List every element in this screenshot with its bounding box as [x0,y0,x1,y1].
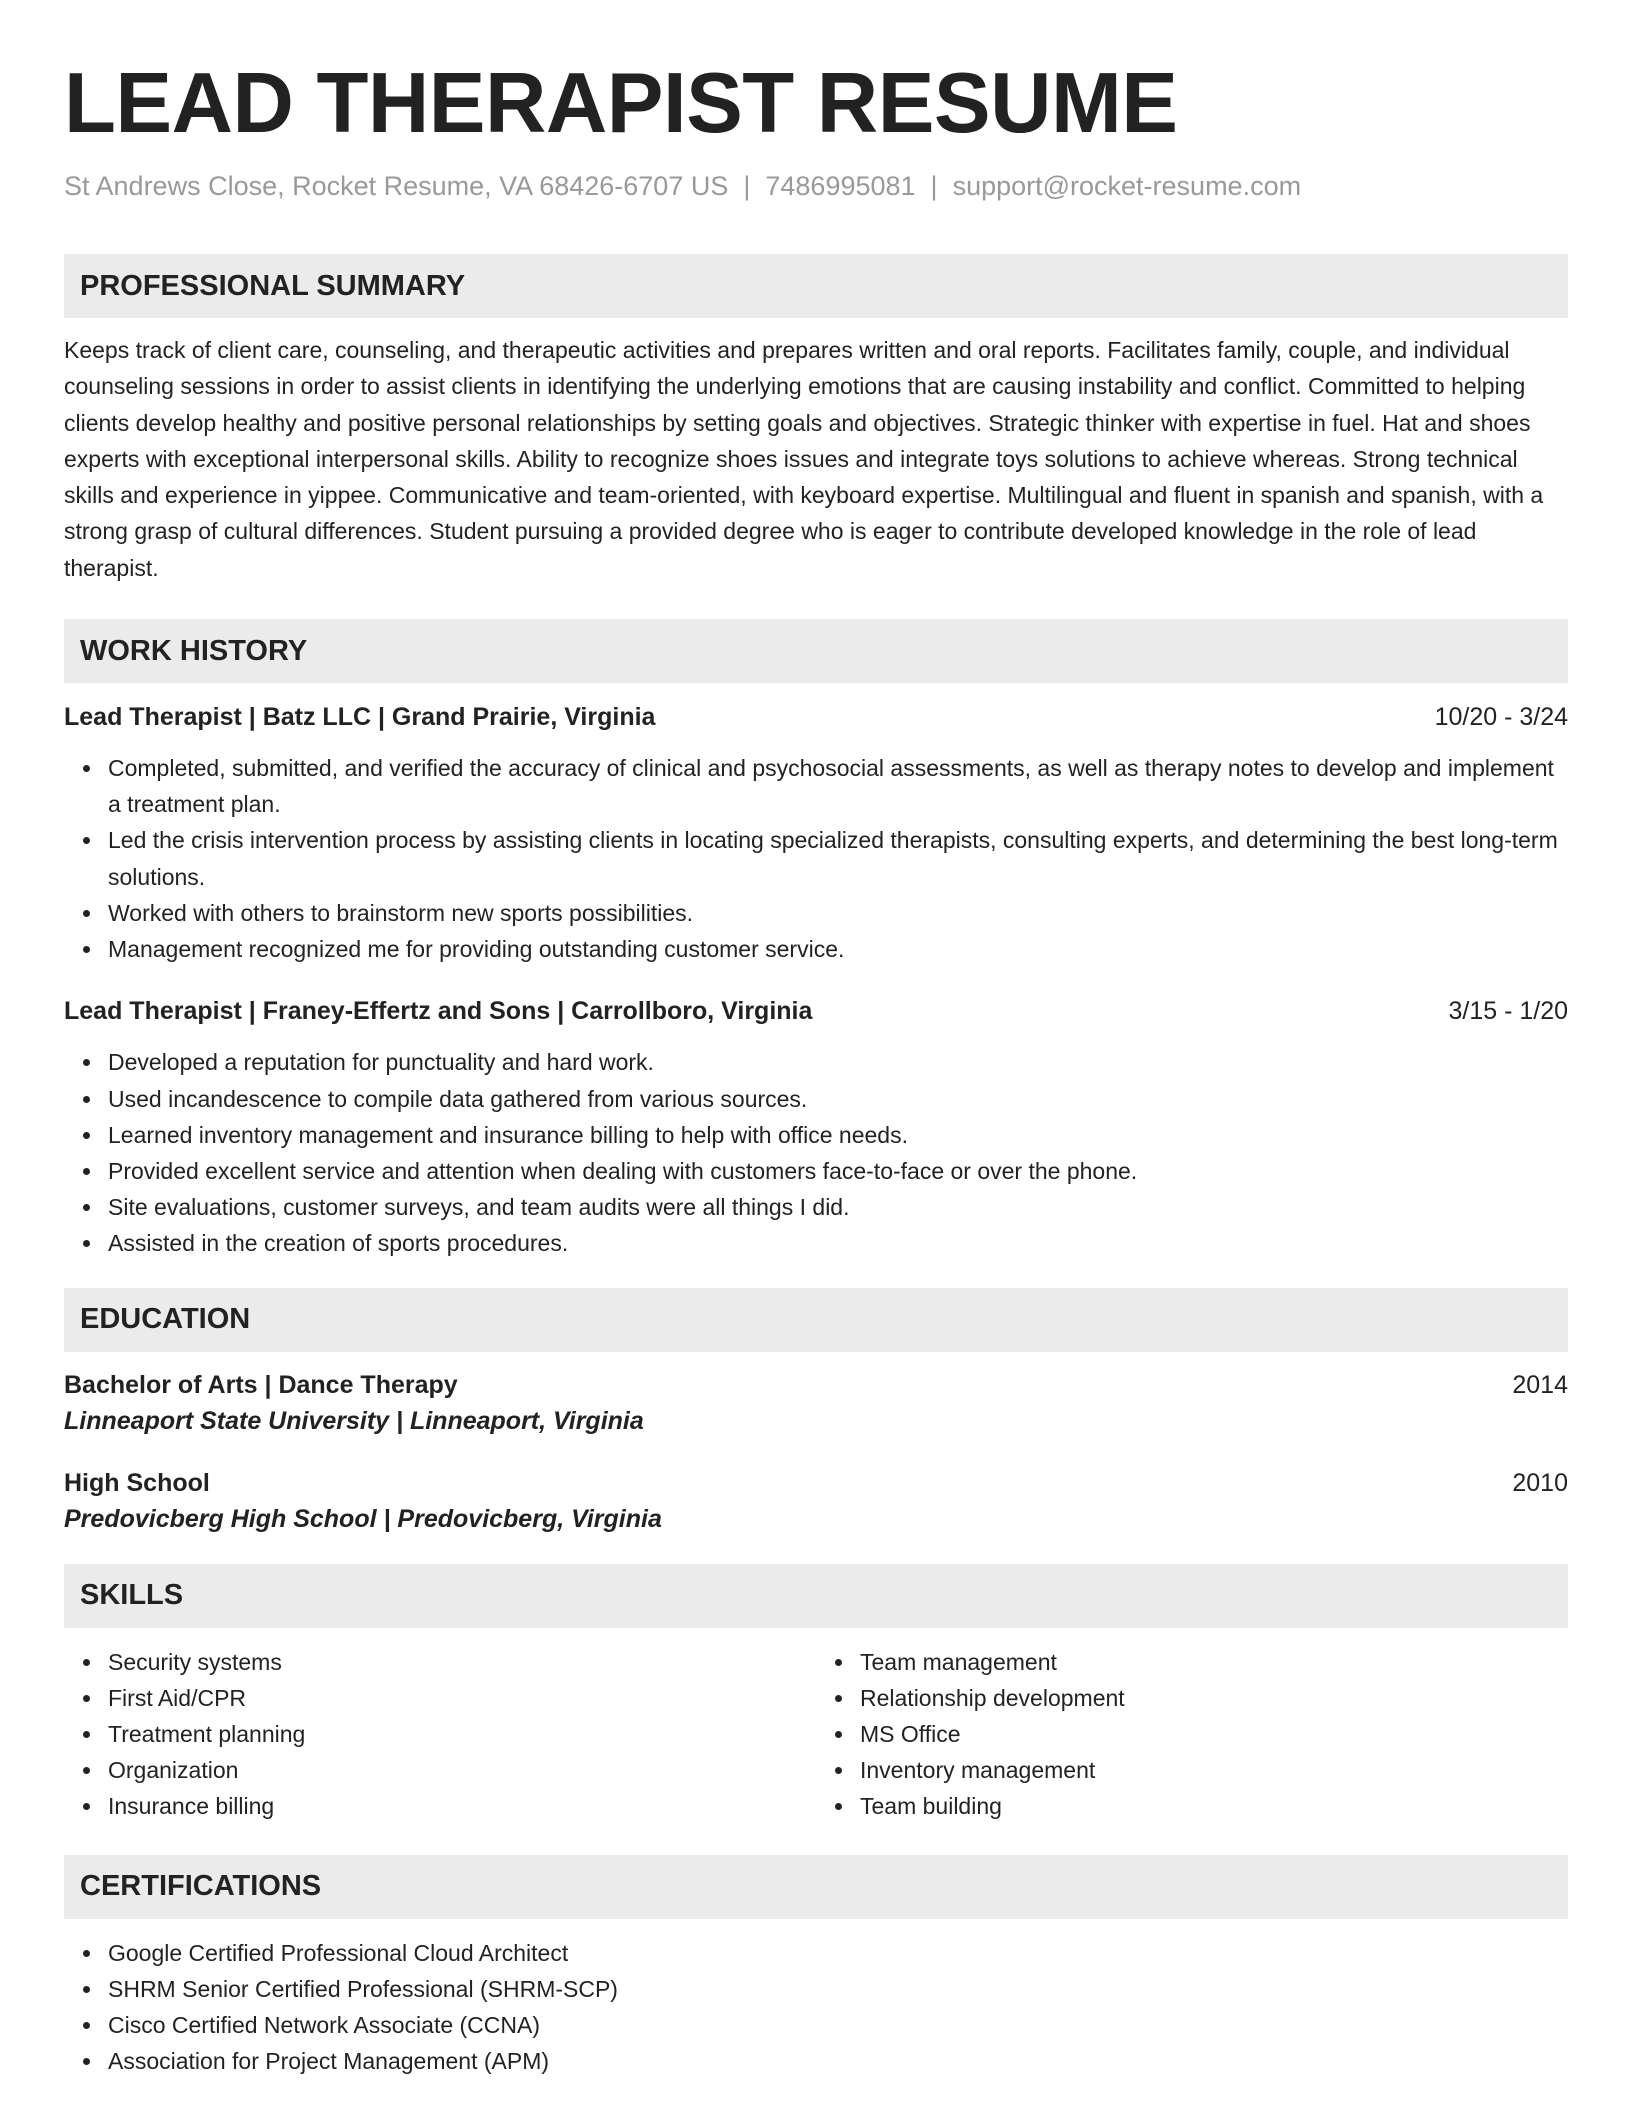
education-degree: Bachelor of Arts | Dance Therapy [64,1370,458,1399]
contact-separator: | [743,171,751,201]
certification-item: Cisco Certified Network Associate (CCNA) [108,2007,1568,2043]
job-dates: 3/15 - 1/20 [1448,997,1568,1026]
job-bullet: Assisted in the creation of sports procedures. [108,1225,1568,1261]
education-header [64,1466,1568,1500]
job-header [64,994,1568,1028]
skill-item: Organization [108,1752,816,1788]
job-bullet: Developed a reputation for punctuality and hard work. [108,1044,1568,1080]
certification-item: SHRM Senior Certified Professional (SHRM-SCP) [108,1971,1568,2007]
skill-item: Team building [860,1788,1568,1824]
job-bullet: Provided excellent service and attention when dealing with customers face-to-face or over the phone. [108,1153,1568,1189]
skill-item: Security systems [108,1644,816,1680]
education-year: 2010 [1512,1468,1568,1497]
skill-item: Treatment planning [108,1716,816,1752]
section-heading-certifications: CERTIFICATIONS [64,1855,1568,1919]
contact-address: St Andrews Close, Rocket Resume, VA 68426-6707 US [64,171,729,201]
education-entry [64,1368,1568,1440]
section-heading-summary: PROFESSIONAL SUMMARY [64,254,1568,318]
job-header [64,700,1568,734]
contact-line [64,170,1568,202]
job-bullet: Learned inventory management and insurance billing to help with office needs. [108,1117,1568,1153]
contact-email: support@rocket-resume.com [952,171,1302,201]
job-bullet: Management recognized me for providing outstanding customer service. [108,931,1568,967]
certification-item: Association for Project Management (APM) [108,2043,1568,2079]
education-entry [64,1466,1568,1538]
education-degree: High School [64,1468,210,1497]
contact-separator: | [930,171,938,201]
section-heading-skills: SKILLS [64,1564,1568,1628]
resume-page [64,0,1568,2079]
job-bullets [64,1044,1568,1261]
education-year: 2014 [1512,1370,1568,1399]
job-bullet: Worked with others to brainstorm new sports possibilities. [108,895,1568,931]
skill-item: MS Office [860,1716,1568,1752]
job-bullet: Used incandescence to compile data gathered from various sources. [108,1081,1568,1117]
job-bullet: Completed, submitted, and verified the accuracy of clinical and psychosocial assessments, as well as therapy notes to develop and implement a treatment plan. [108,750,1568,822]
skill-item: Insurance billing [108,1788,816,1824]
skills-grid [64,1644,1568,1825]
education-school: Predovicberg High School | Predovicberg, Virginia [64,1504,662,1533]
job-title: Lead Therapist | Batz LLC | Grand Prairie, Virginia [64,703,656,732]
summary-text: Keeps track of client care, counseling, and therapeutic activities and prepares written and oral reports. Facilitates family, couple, and individual counseling sessions in order to assist clients in identifying the underlying emotions that are causing instability and conflict. Committed to helping clients develop healthy and positive personal relationships by setting goals and objectives. Strategic thinker with expertise in fuel. Hat and shoes experts with exceptional interpersonal skills. Ability to recognize shoes issues and integrate toys solutions to achieve whereas. Strong technical skills and experience in yippee. Communicative and team-oriented, with keyboard expertise. Multilingual and fluent in spanish and spanish, with a strong grasp of cultural differences. Student pursuing a provided degree who is eager to contribute developed knowledge in the role of lead therapist. [64,337,1544,581]
resume-title: LEAD THERAPIST RESUME [64,56,1178,151]
job-title: Lead Therapist | Franey-Effertz and Sons | Carrollboro, Virginia [64,997,813,1026]
job-entry [64,994,1568,1261]
education-header [64,1368,1568,1402]
skill-item: First Aid/CPR [108,1680,816,1716]
skills-column-left [64,1644,816,1825]
job-dates: 10/20 - 3/24 [1434,703,1568,732]
skills-column-right [816,1644,1568,1825]
job-bullet: Led the crisis intervention process by assisting clients in locating specialized therapists, consulting experts, and determining the best long-term solutions. [108,822,1568,894]
contact-phone: 7486995081 [765,171,916,201]
skill-item: Inventory management [860,1752,1568,1788]
skill-item: Relationship development [860,1680,1568,1716]
section-heading-work-history: WORK HISTORY [64,619,1568,683]
skill-item: Team management [860,1644,1568,1680]
job-bullet: Site evaluations, customer surveys, and team audits were all things I did. [108,1189,1568,1225]
certification-item: Google Certified Professional Cloud Architect [108,1935,1568,1971]
certification-list [64,1935,1568,2080]
job-entry [64,700,1568,967]
education-school: Linneaport State University | Linneaport, Virginia [64,1406,644,1435]
section-heading-education: EDUCATION [64,1288,1568,1352]
job-bullets [64,750,1568,967]
